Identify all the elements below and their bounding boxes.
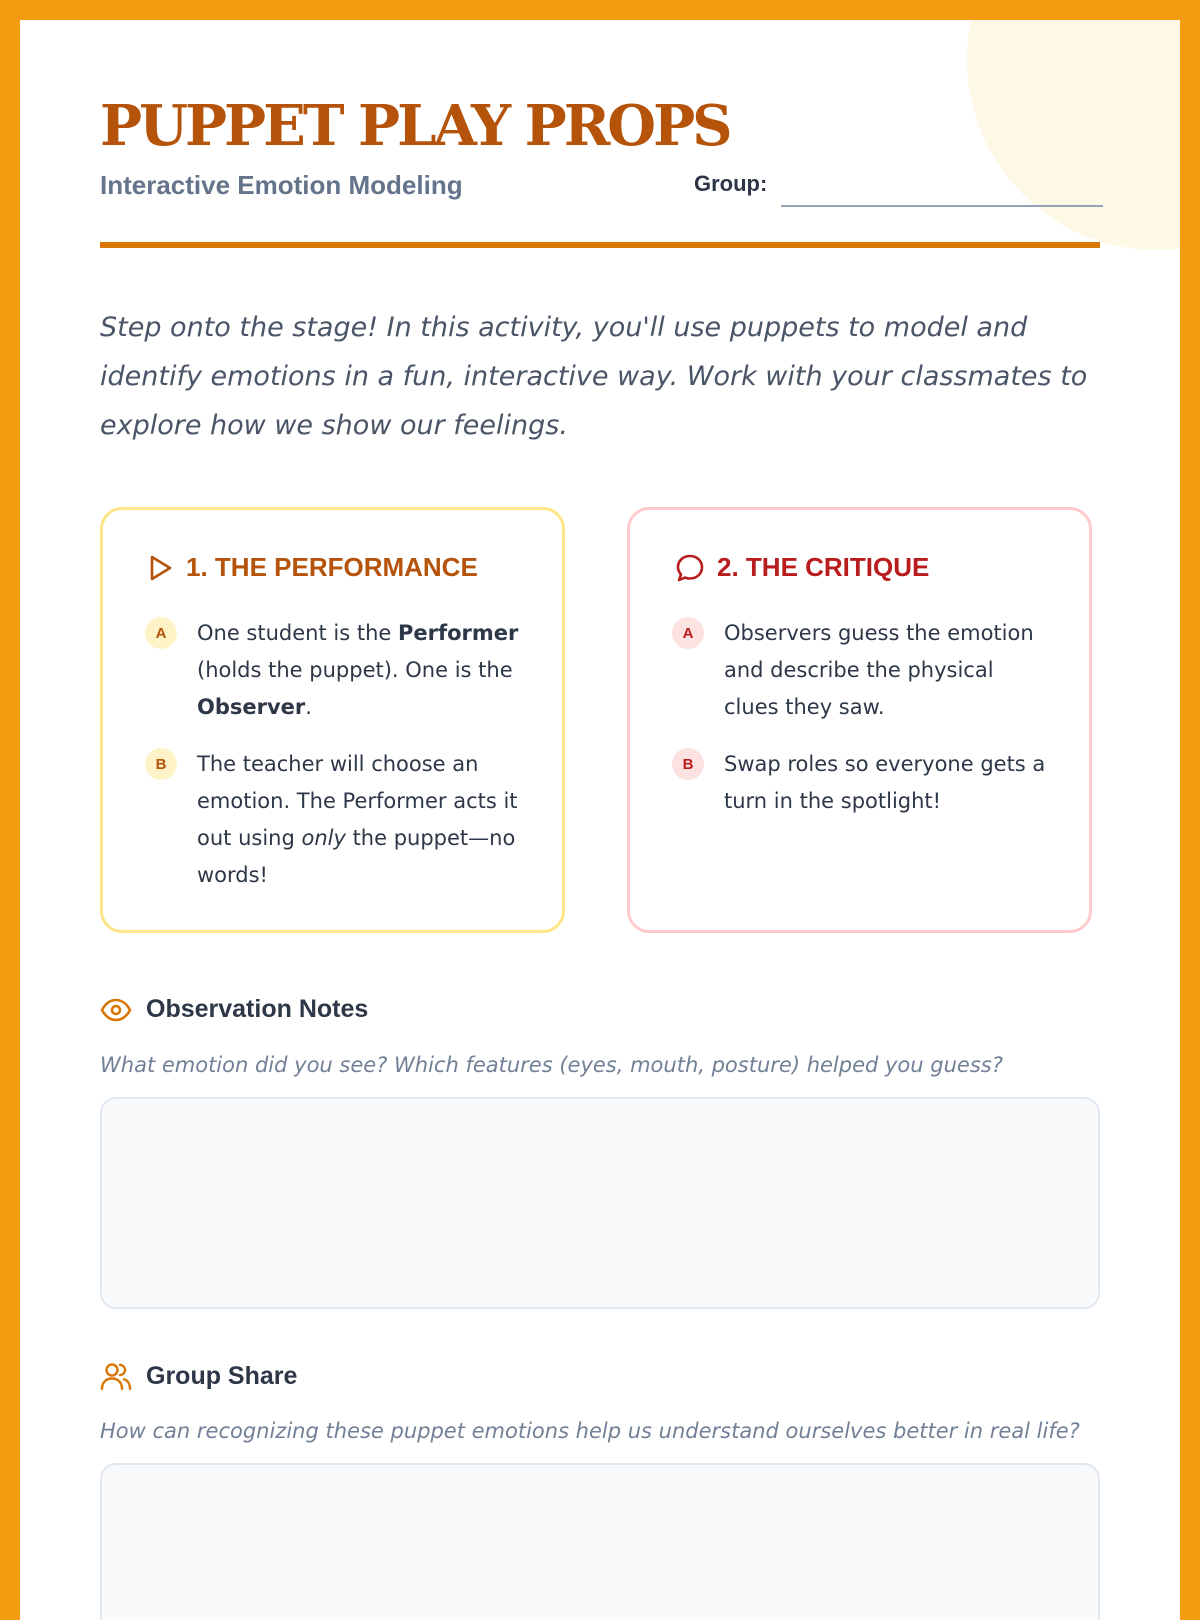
decorative-circle [967,20,1180,250]
critique-card-title: 2. THE CRITIQUE [717,552,930,582]
observation-notes-header [100,995,368,1024]
performance-card-header [148,552,478,583]
performance-card-title: 1. THE PERFORMANCE [186,552,478,582]
performance-card [100,507,565,933]
page-title: PUPPET PLAY PROPS [100,93,730,159]
list-item [672,746,1052,820]
list-item [145,615,525,726]
intro-paragraph: Step onto the stage! In this activity, you'll use puppets to model and identify emotions in a fun, interactive way. Work with your classmates to explore how we show our feelings. [100,312,1088,441]
eye-icon [100,998,132,1022]
group-share-header [100,1361,297,1391]
step-badge: A [145,617,177,649]
step-badge: B [672,748,704,780]
observation-prompt: What emotion did you see? Which features (eyes, mouth, posture) helped you guess? [100,1053,1003,1077]
group-label: Group: [694,171,768,196]
step-text: The teacher will choose an emotion. The Performer acts it out using only the puppet—no words! [197,752,518,887]
group-share-field[interactable] [100,1463,1100,1620]
critique-card [627,507,1092,933]
speech-bubble-icon [675,553,705,583]
step-text: Observers guess the emotion and describe the physical clues they saw. [724,621,1034,719]
worksheet-page [20,20,1180,1620]
group-share-prompt: How can recognizing these puppet emotions help us understand ourselves better in real life? [100,1419,1080,1443]
list-item [672,615,1052,726]
list-item [145,746,525,894]
group-share-title: Group Share [146,1361,298,1390]
critique-card-header [675,552,929,583]
critique-steps [672,615,1052,840]
users-icon [100,1361,132,1391]
step-badge: A [672,617,704,649]
observation-notes-title: Observation Notes [146,995,369,1023]
observation-notes-field[interactable] [100,1097,1100,1309]
play-icon [148,554,174,582]
performance-steps [145,615,525,914]
step-badge: B [145,748,177,780]
page-subtitle: Interactive Emotion Modeling [100,170,463,200]
step-text: One student is the Performer (holds the puppet). One is the Observer. [197,621,519,719]
group-name-field[interactable] [781,201,1103,207]
header-divider [100,242,1100,248]
step-text: Swap roles so everyone gets a turn in the spotlight! [724,752,1046,813]
